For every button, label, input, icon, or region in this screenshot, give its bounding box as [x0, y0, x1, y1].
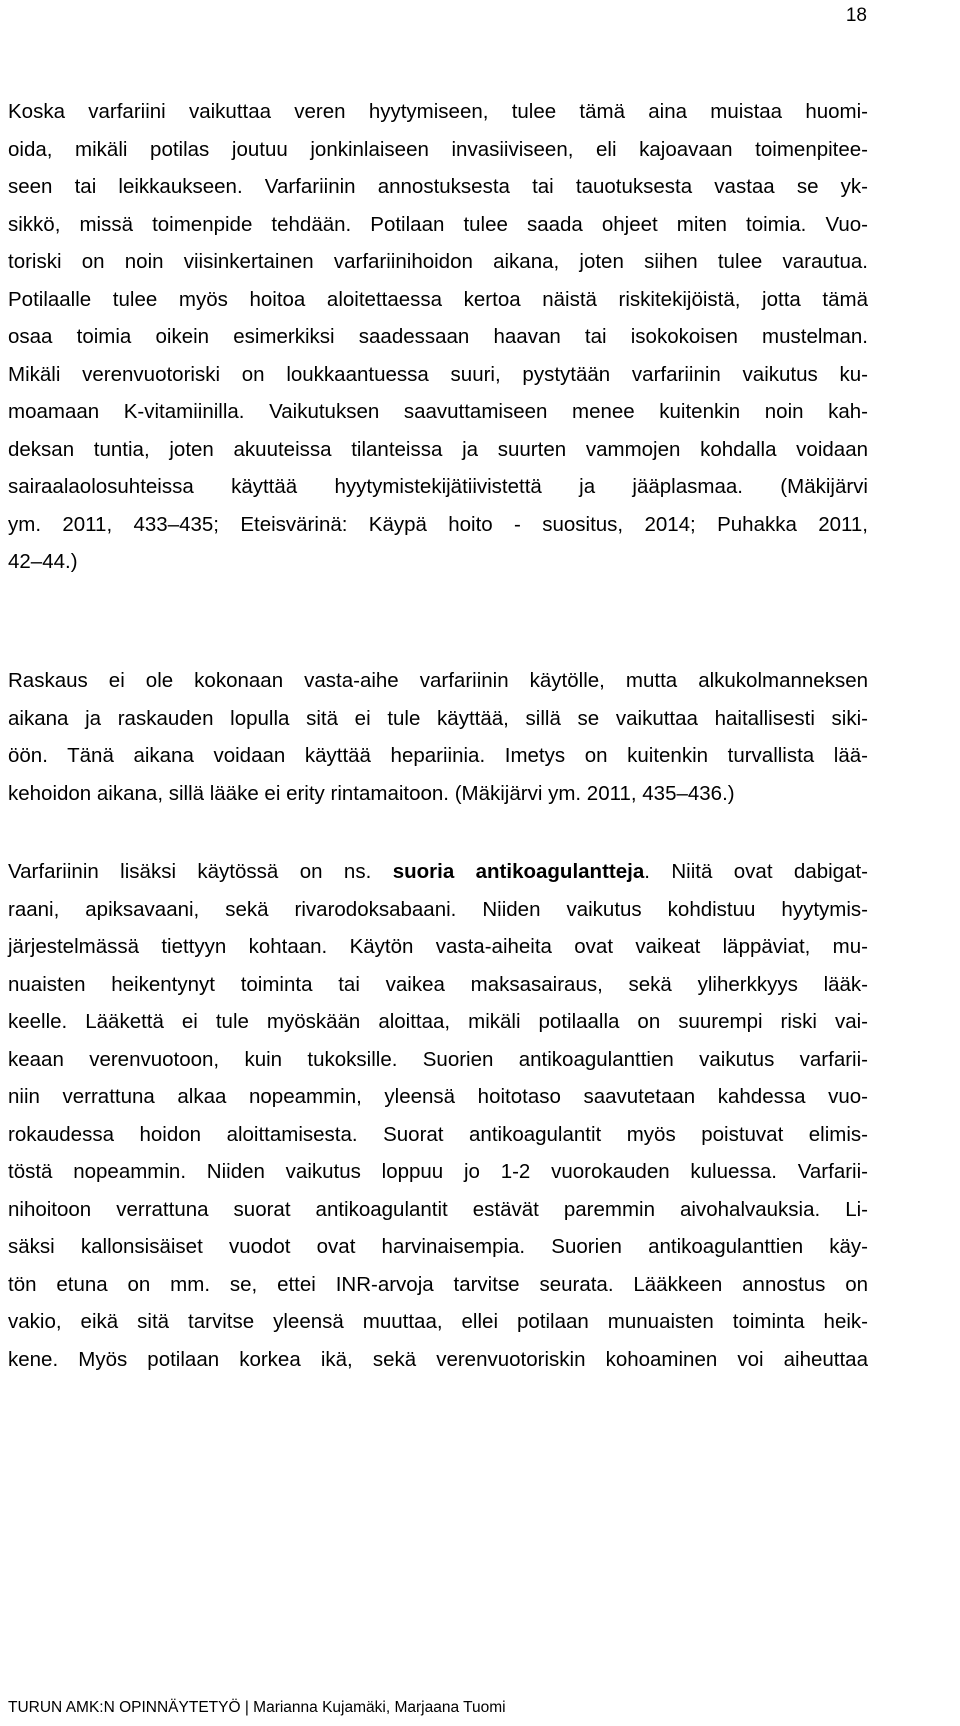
- text-line: niin verrattuna alkaa nopeammin, yleensä hoitotaso saavutetaan kahdessa vuo-: [8, 1085, 868, 1108]
- page-footer: TURUN AMK:N OPINNÄYTETYÖ | Marianna Kujamäki, Marjaana Tuomi: [8, 1699, 506, 1716]
- text-line: raani, apiksavaani, sekä rivarodoksabaani. Niiden vaikutus kohdistuu hyytymis-: [8, 897, 868, 921]
- text-line: vakio, eikä sitä tarvitse yleensä muuttaa, ellei potilaan munuaisten toiminta heik-: [8, 1310, 868, 1333]
- text-line-end: . Niitä ovat dabigat-: [644, 860, 869, 883]
- text-line: nuaisten heikentynyt toiminta tai vaikea maksasairaus, sekä yliherkkyys lääk-: [8, 972, 868, 996]
- text-line: kene. Myös potilaan korkea ikä, sekä verenvuotoriskin kohoaminen voi aiheuttaa: [8, 1347, 868, 1371]
- bold-term: suoria antikoagulantteja: [392, 860, 645, 883]
- text-line: sairaalaolosuhteissa käyttää hyytymistekijätiivistettä ja jääplasmaa. (Mäkijärvi: [8, 475, 868, 498]
- text-line: nihoitoon verrattuna suorat antikoagulantit estävät paremmin aivohalvauksia. Li-: [8, 1197, 868, 1221]
- text-line: aikana ja raskauden lopulla sitä ei tule käyttää, sillä se vaikuttaa haitallisesti siki-: [8, 706, 868, 730]
- paragraph-direct-anticoagulants: [8, 853, 868, 1378]
- text-line: tön etuna on mm. se, ettei INR-arvoja tarvitse seurata. Lääkkeen annostus on: [8, 1272, 868, 1296]
- text-line: ym. 2011, 433–435; Eteisvärinä: Käypä hoito - suositus, 2014; Puhakka 2011,: [8, 512, 868, 536]
- text-line: 42–44.): [8, 550, 78, 573]
- text-line: Mikäli verenvuotoriski on loukkaantuessa suuri, pystytään varfariinin vaikutus ku-: [8, 362, 868, 386]
- text-line: säksi kallonsisäiset vuodot ovat harvinaisempia. Suorien antikoagulanttien käy-: [8, 1235, 868, 1258]
- text-line: töstä nopeammin. Niiden vaikutus loppuu jo 1-2 vuorokauden kuluessa. Varfarii-: [8, 1160, 868, 1183]
- text-line-start: Varfariinin lisäksi käytössä on ns.: [8, 860, 393, 883]
- text-line: järjestelmässä tiettyyn kohtaan. Käytön vasta-aiheita ovat vaikeat läppäviat, mu-: [8, 935, 868, 958]
- text-line: keelle. Lääkettä ei tule myöskään aloittaa, mikäli potilaalla on suurempi riski vai-: [8, 1010, 868, 1033]
- text-line: sikkö, missä toimenpide tehdään. Potilaan tulee saada ohjeet miten toimia. Vuo-: [8, 212, 868, 236]
- text-line: moamaan K-vitamiinilla. Vaikutuksen saavuttamiseen menee kuitenkin noin kah-: [8, 400, 868, 423]
- text-line: oida, mikäli potilas joutuu jonkinlaiseen invasiiviseen, eli kajoavaan toimenpitee-: [8, 137, 868, 161]
- paragraph-varfarin-procedures: [8, 93, 868, 581]
- text-line: osaa toimia oikein esimerkiksi saadessaan haavan tai isokokoisen mustelman.: [8, 325, 868, 348]
- text-line: kehoidon aikana, sillä lääke ei erity rintamaitoon. (Mäkijärvi ym. 2011, 435–436.): [8, 781, 735, 805]
- text-line: toriski on noin viisinkertainen varfariinihoidon aikana, joten siihen tulee varautua.: [8, 250, 868, 273]
- text-line: seen tai leikkaukseen. Varfariinin annostuksesta tai tauotuksesta vastaa se yk-: [8, 175, 868, 198]
- text-line: [8, 853, 868, 891]
- text-line: deksan tuntia, joten akuuteissa tilanteissa ja suurten vammojen kohdalla voidaan: [8, 437, 868, 461]
- text-line: Koska varfariini vaikuttaa veren hyytymiseen, tulee tämä aina muistaa huomi-: [8, 100, 868, 123]
- page-number: 18: [845, 5, 867, 26]
- paragraph-pregnancy: [8, 662, 868, 812]
- text-line: Raskaus ei ole kokonaan vasta-aihe varfariinin käytölle, mutta alkukolmanneksen: [8, 669, 868, 692]
- text-line: keaan verenvuotoon, kuin tukoksille. Suorien antikoagulanttien vaikutus varfarii-: [8, 1047, 868, 1071]
- text-line: öön. Tänä aikana voidaan käyttää hepariinia. Imetys on kuitenkin turvallista lää-: [8, 744, 868, 767]
- text-line: Potilaalle tulee myös hoitoa aloitettaessa kertoa näistä riskitekijöistä, jotta tämä: [8, 287, 868, 311]
- text-line: rokaudessa hoidon aloittamisesta. Suorat antikoagulantit myös poistuvat elimis-: [8, 1122, 868, 1146]
